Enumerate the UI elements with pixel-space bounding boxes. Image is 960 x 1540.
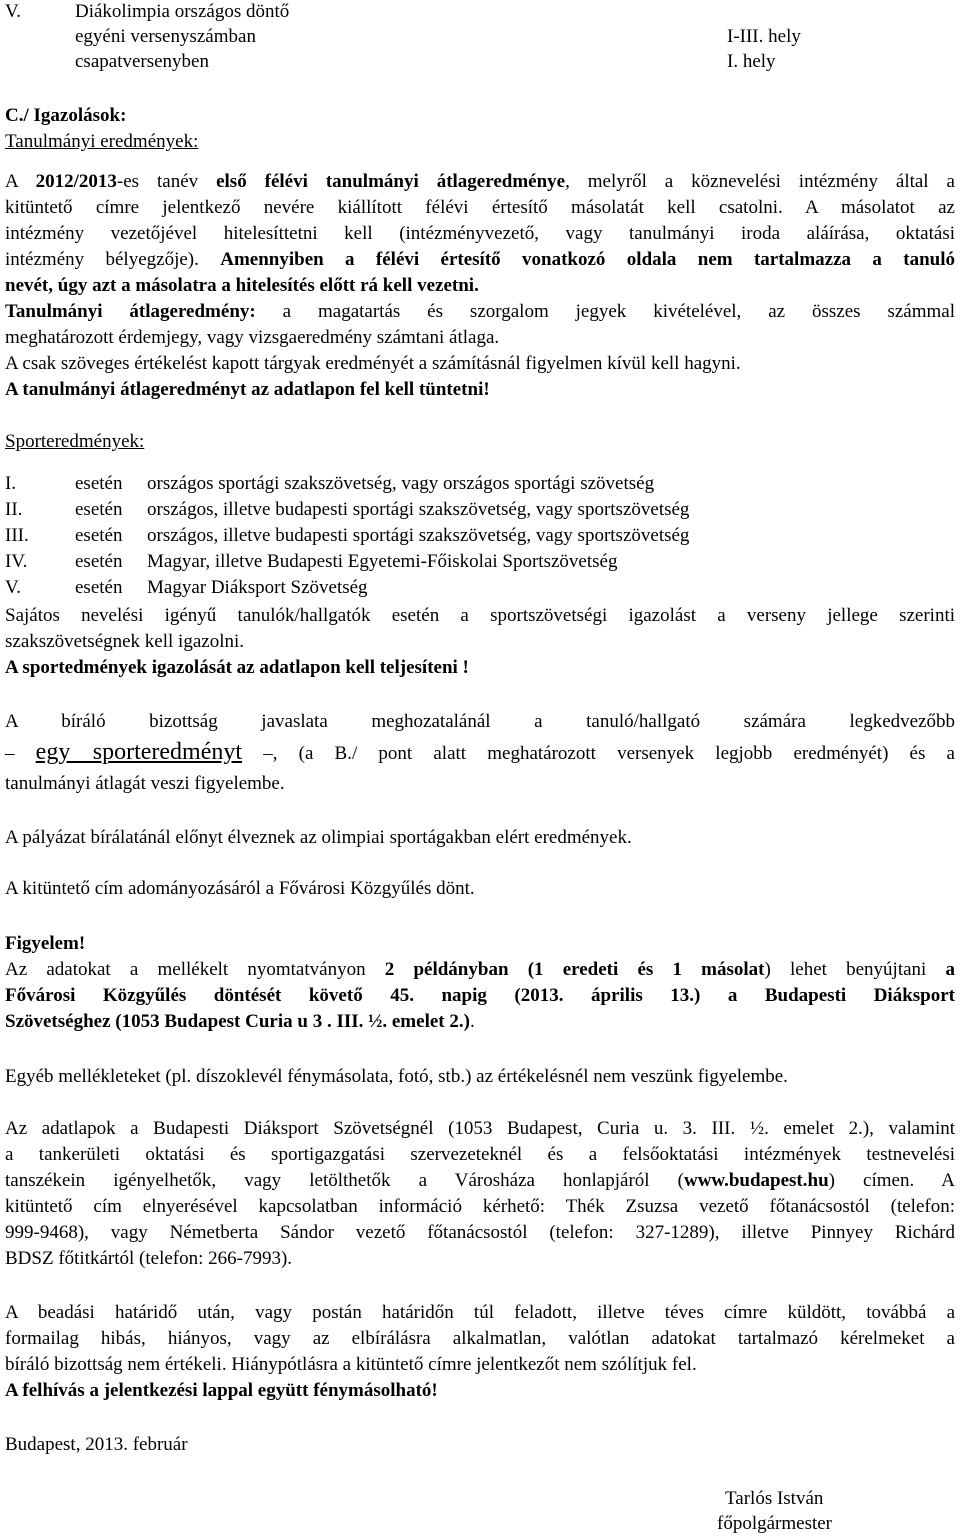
p8-line-3	[5, 1169, 955, 1193]
p8-text: tanszékein igényelhetők, vagy letölthetők a Városháza honlapjáról (	[5, 1170, 684, 1191]
p8-line-5: 999-9468), vagy Németberta Sándor vezető főtanácsostól (telefon: 327-1289), illetve Pinnyey Richárd	[5, 1222, 955, 1243]
sport-heading: Sporteredmények:	[5, 431, 145, 452]
sport-item-number: I.	[5, 473, 17, 494]
p8-line-4: kitüntető cím elnyerésével kapcsolatban információ kérhető: Thék Zsuzsa vezető főtanácsostól (telefon:	[5, 1196, 955, 1217]
sport-item-text: országos, illetve budapesti sportági szakszövetség, vagy sportszövetség	[147, 499, 690, 520]
p2-line-3: A sportedmények igazolását az adatlapon kell teljesíteni !	[5, 657, 469, 678]
signature-name: Tarlós István	[725, 1488, 824, 1509]
sport-heading-line	[5, 430, 955, 454]
p3-line-1: A bíráló bizottság javaslata meghozatalánál a tanuló/hallgató számára legkedvezőbb	[5, 711, 955, 732]
p1-line-1	[5, 170, 955, 194]
copies-emphasis: 2 példányban (1 eredeti és 1 másolat	[384, 959, 765, 980]
section-v-number: V.	[5, 1, 22, 22]
one-sport-result-emphasis: egy sporteredményt	[35, 739, 243, 765]
p9-line-1: A beadási határidő után, vagy postán határidőn túl feladott, illetve téves címre küldött, továbbá a	[5, 1302, 955, 1323]
p9-line-4: A felhívás a jelentkezési lappal együtt fénymásolható!	[5, 1380, 438, 1401]
p3-text: –, (a B./ pont alatt meghatározott versenyek legjobb eredményét) és a	[242, 743, 955, 764]
team-label: csapatversenyben	[75, 51, 209, 72]
sport-item-word: esetén	[75, 577, 123, 598]
p1-line-8: A csak szöveges értékelést kapott tárgyak eredményét a számításnál figyelmen kívül kell hagyni.	[5, 353, 741, 374]
p1-line-4	[5, 248, 955, 272]
sport-item-text: Magyar, illetve Budapesti Egyetemi-Főiskolai Sportszövetség	[147, 551, 618, 572]
p2-line-1: Sajátos nevelési igényű tanulók/hallgatók esetén a sportszövetségi igazolást a verseny jellege szerinti	[5, 605, 955, 626]
p1-text: -es tanév	[116, 171, 217, 192]
sport-item-text: országos sportági szakszövetség, vagy országos sportági szövetség	[147, 473, 655, 494]
p8-line-2: a tankerületi oktatási és sportigazgatási szervezeteknél és a felsőoktatási intézmények testnevelési	[5, 1144, 955, 1165]
p2-line-2: szakszövetségnek kell igazolni.	[5, 631, 245, 652]
p1-line-9: A tanulmányi átlageredményt az adatlapon fel kell tüntetni!	[5, 379, 490, 400]
p6-text: Az adatokat a mellékelt nyomtatványon	[5, 959, 385, 980]
p6-text: ) lehet benyújtani	[764, 959, 946, 980]
sport-item-number: V.	[5, 577, 22, 598]
p8-line-1: Az adatlapok a Budapesti Diáksport Szövetségnél (1053 Budapest, Curia u. 3. III. ½. emelet 2.), valamint	[5, 1118, 955, 1139]
sport-item-word: esetén	[75, 499, 123, 520]
p3-line-2	[5, 740, 955, 766]
p6-line-2: Fővárosi Közgyűlés döntését követő 45. napig (2013. április 13.) a Budapesti Diáksport	[5, 985, 955, 1006]
p6-line-1	[5, 958, 955, 982]
p3-line-3: tanulmányi átlagát veszi figyelembe.	[5, 773, 285, 794]
team-value: I. hely	[727, 51, 776, 72]
date-line: Budapest, 2013. február	[5, 1434, 188, 1455]
p5-line: A kitüntető cím adományozásáról a Fővárosi Közgyűlés dönt.	[5, 878, 475, 899]
p6-text: .	[469, 1011, 475, 1032]
p1-school-year: 2012/2013	[35, 171, 117, 192]
sport-item-text: országos, illetve budapesti sportági szakszövetség, vagy sportszövetség	[147, 525, 690, 546]
tanulmanyi-heading-line	[5, 130, 955, 154]
signature-title: főpolgármester	[717, 1513, 833, 1534]
p1-line-5: nevét, úgy azt a másolatra a hitelesítés előtt rá kell vezetni.	[5, 275, 479, 296]
p1-line-2: kitüntető címre jelentkező nevére kiállított félévi értesítő másolatát kell csatolni. A másolatot az	[5, 197, 955, 218]
p1-line-6	[5, 300, 955, 324]
p1-text: A	[5, 171, 36, 192]
tanulmanyi-heading: Tanulmányi eredmények:	[5, 131, 199, 152]
p9-line-2: formailag hibás, hiányos, vagy az elbírálásra alkalmatlan, valótlan adatokat tartalmazó kérelmeket a	[5, 1328, 955, 1349]
p4-line: A pályázat bírálatánál előnyt élveznek az olimpiai sportágakban elért eredmények.	[5, 827, 632, 848]
p1-text: intézmény bélyegzője).	[5, 249, 221, 270]
address-emphasis: Szövetséghez (1053 Budapest Curia u 3 . III. ½. emelet 2.)	[5, 1011, 470, 1032]
p1-average-emphasis: első félévi tanulmányi átlageredménye	[216, 171, 566, 192]
average-definition-term: Tanulmányi átlageredmény:	[5, 301, 256, 322]
p1-bold-notice: Amennyiben a félévi értesítő vonatkozó oldala nem tartalmazza a tanuló	[220, 249, 955, 270]
sport-item-word: esetén	[75, 551, 123, 572]
sport-item-number: II.	[5, 499, 23, 520]
sport-item-word: esetén	[75, 525, 123, 546]
sport-item-text: Magyar Diáksport Szövetség	[147, 577, 368, 598]
p8-line-6: BDSZ főtitkártól (telefon: 266-7993).	[5, 1248, 293, 1269]
p1-text: , melyről a köznevelési intézmény által a	[565, 171, 955, 192]
sport-item-number: III.	[5, 525, 29, 546]
sport-item-number: IV.	[5, 551, 28, 572]
attention-heading: Figyelem!	[5, 933, 86, 954]
p8-text: ) címen. A	[828, 1170, 955, 1191]
individual-value: I-III. hely	[727, 26, 801, 47]
p1-line-3: intézmény vezetőjével hitelesíttetni kell (intézményvezető, vagy tanulmányi iroda aláírása, oktatási	[5, 223, 955, 244]
individual-label: egyéni versenyszámban	[75, 26, 256, 47]
p6-line-3	[5, 1010, 955, 1034]
c-heading: C./ Igazolások:	[5, 105, 127, 126]
p9-line-3: bíráló bizottság nem értékeli. Hiánypótlásra a kitüntető címre jelentkezőt nem szólítjuk fel.	[5, 1354, 697, 1375]
p6-text: a	[945, 959, 955, 980]
website-link[interactable]: www.budapest.hu	[683, 1170, 829, 1191]
p1-text: a magatartás és szorgalom jegyek kivételével, az összes számmal	[255, 301, 955, 322]
sport-item-word: esetén	[75, 473, 123, 494]
section-v-title: Diákolimpia országos döntő	[75, 1, 290, 22]
p1-line-7: meghatározott érdemjegy, vagy vizsgaeredmény számtani átlaga.	[5, 327, 500, 348]
p7-line: Egyéb mellékleteket (pl. díszoklevél fénymásolata, fotó, stb.) az értékelésnél nem veszünk figyelembe.	[5, 1066, 788, 1087]
p3-dash: –	[5, 743, 36, 764]
